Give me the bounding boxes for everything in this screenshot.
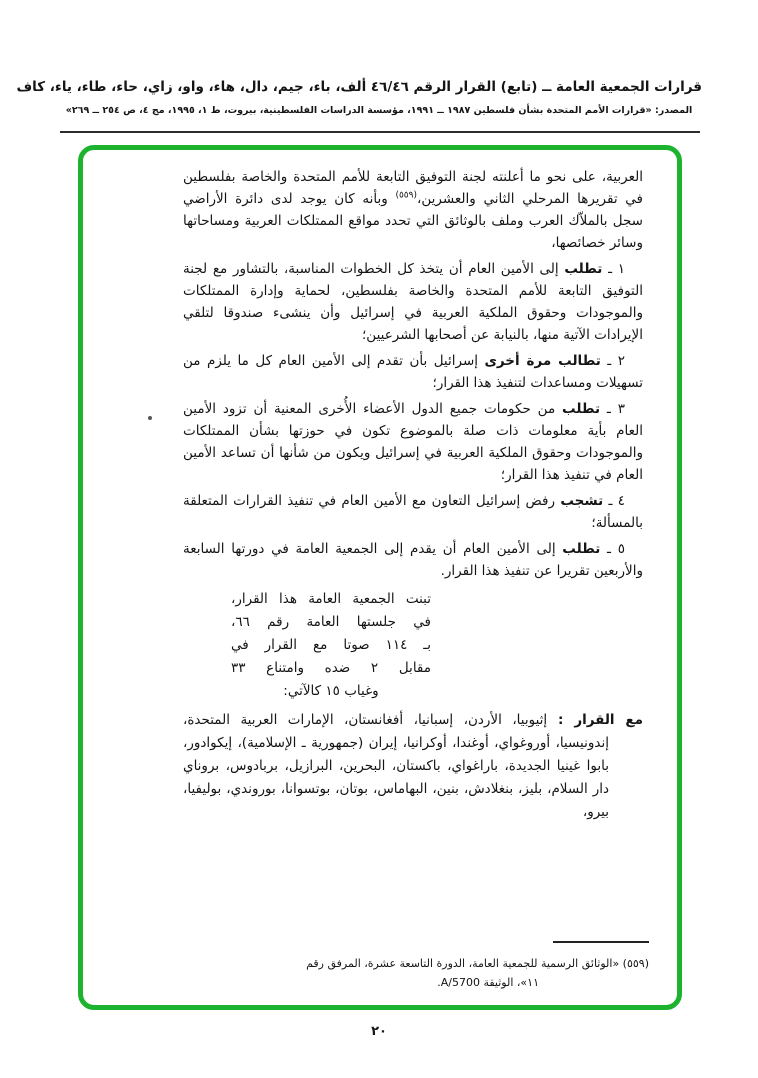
paragraph-keyword: تطلب xyxy=(562,401,601,417)
resolution-text-column xyxy=(183,166,643,824)
paragraph-text: إلى الأمين العام أن يقدم إلى الجمعية العامة في دورتها السابعة والأربعين تقريرا عن تنفيذ هذا القرار. xyxy=(183,541,643,579)
operative-paragraph-5 xyxy=(183,538,643,582)
vote-with-label: مع القرار : xyxy=(547,712,643,728)
paragraph-text: إسرائيل بأن تقدم إلى الأمين العام كل ما يلزم من تسهيلات ومساعدات لتنفيذ هذا القرار؛ xyxy=(183,353,643,391)
adoption-note-line: وغياب ١٥ كالآتي: xyxy=(283,683,379,699)
operative-paragraph-2 xyxy=(183,350,643,394)
vote-with-list xyxy=(183,709,643,824)
adoption-note-block xyxy=(231,588,431,703)
operative-paragraph-4 xyxy=(183,490,643,534)
header-divider xyxy=(60,131,700,133)
paragraph-text: رفض إسرائيل التعاون مع الأمين العام في تنفيذ القرارات المتعلقة بالمسألة؛ xyxy=(183,493,643,531)
vote-with-countries: إثيوبيا، الأردن، إسبانيا، أفغانستان، الإمارات العربية المتحدة، إندونيسيا، أوروغواي، أوغندا، أوكرانيا، إيران (جمهورية ـ الإسلامية)، إيكوادور، بابوا غينيا الجديدة، باراغواي، باكستان، البحرين، البرازيل، بربادوس، بروناي دار السلام، بليز، بنغلادش، بنين، البهاماس، بوتان، بوتسوانا، بوروندي، بوليفيا، بيرو، xyxy=(183,712,609,820)
page-number: ٢٠ xyxy=(371,1024,387,1039)
paragraph-number: ٤ ـ xyxy=(603,493,625,509)
adoption-note-line: بـ ١١٤ صوتا مع القرار في xyxy=(231,637,431,653)
green-border-frame xyxy=(78,145,682,1010)
paragraph-text: من حكومات جميع الدول الأعضاء الأُخرى المعنية أن تزود الأمين العام بأية معلومات ذات صلة بالموضوع تكون في حوزتها بشأن الممتلكات والموجودات وحقوق الملكية العربية في إسرائيل ويكون من شأنها أن تساعد الأمين العام في تنفيذ هذا القرار؛ xyxy=(183,401,643,483)
footnote-reference: (٥٥٩) xyxy=(395,190,417,201)
paragraph-keyword: تطلب xyxy=(564,261,603,277)
adoption-note-line: مقابل ٢ ضده وامتناع ٣٣ xyxy=(231,660,431,676)
paragraph-keyword: تشجب xyxy=(560,493,604,509)
footnote-line-1: (٥٥٩) «الوثائق الرسمية للجمعية العامة، الدورة التاسعة عشرة، المرفق رقم xyxy=(306,957,649,970)
paragraph-text: إلى الأمين العام أن يتخذ كل الخطوات المناسبة، بالتشاور مع لجنة التوفيق التابعة للأمم المتحدة والخاصة بفلسطين، لحماية وإدارة الممتلكات والموجودات وحقوق الملكية العربية في إسرائيل وأن ينشىء صندوقا لتلقي الإيرادات الآتية منها، بالنيابة عن أصحابها الشرعيين؛ xyxy=(183,261,643,343)
footnote-separator xyxy=(553,941,649,943)
paragraph-number: ٢ ـ xyxy=(600,353,626,369)
paragraph-number: ٣ ـ xyxy=(600,401,625,417)
page-header-title: قرارات الجمعية العامة ــ (تابع) القرار الرقم ٤٦/٤٦ ألف، باء، جيم، دال، هاء، واو، زاي، حاء، طاء، ياء، كاف xyxy=(16,79,702,95)
adoption-note-line: في جلستها العامة رقم ٦٦، xyxy=(231,614,431,630)
operative-paragraph-1 xyxy=(183,258,643,346)
paragraph-keyword: تطالب مرة أخرى xyxy=(484,353,601,369)
operative-paragraph-3 xyxy=(183,398,643,486)
footnote xyxy=(233,954,649,992)
intro-paragraph xyxy=(183,166,643,254)
scan-artifact-dot xyxy=(148,416,152,420)
paragraph-number: ٥ ـ xyxy=(600,541,625,557)
footnote-line-2: ١١»، الوثيقة A/5700. xyxy=(437,976,539,989)
intro-text-1: العربية، على نحو ما أعلنته لجنة التوفيق التابعة للأمم المتحدة والخاصة بفلسطين في تقريرها المرحلي الثاني والعشرين، xyxy=(183,169,643,207)
source-citation: المصدر: «قرارات الأمم المتحدة بشأن فلسطين ١٩٨٧ ــ ١٩٩١، مؤسسة الدراسات الفلسطينية، بيروت، ط ١، ١٩٩٥، مج ٤، ص ٢٥٤ ــ ٢٦٩» xyxy=(65,105,693,116)
adoption-note-line: تبنت الجمعية العامة هذا القرار، xyxy=(231,591,431,607)
paragraph-keyword: تطلب xyxy=(562,541,601,557)
paragraph-number: ١ ـ xyxy=(602,261,625,277)
intro-text-2: وبأنه كان يوجد لدى دائرة الأراضي سجل بالملاّك العرب وملف بالوثائق التي تحدد مواقع الممتلكات العربية ومساحاتها وسائر خصائصها، xyxy=(183,191,643,251)
